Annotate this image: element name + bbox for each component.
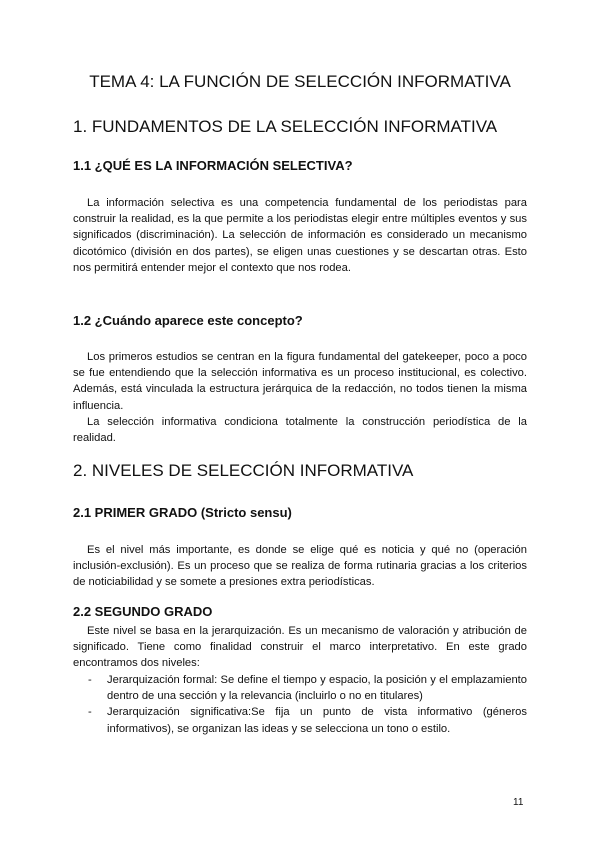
paragraph-text: La selección informativa condiciona totalmente la construcción periodística de la realidad. bbox=[73, 415, 527, 445]
bullet-dash: - bbox=[88, 706, 92, 719]
list-item-text: Jerarquización formal: Se define el tiempo y espacio, la posición y el emplazamiento dentro de una sección y la relevancia (incluirlo o no en titulares) bbox=[107, 674, 527, 703]
document-title: TEMA 4: LA FUNCIÓN DE SELECCIÓN INFORMATIVA bbox=[89, 72, 511, 91]
section-2-1-heading: 2.1 PRIMER GRADO (Stricto sensu) bbox=[73, 505, 292, 520]
section-2-2-heading: 2.2 SEGUNDO GRADO bbox=[73, 604, 213, 619]
section-1-1-heading: 1.1 ¿QUÉ ES LA INFORMACIÓN SELECTIVA? bbox=[73, 158, 353, 173]
section-2-heading: 2. NIVELES DE SELECCIÓN INFORMATIVA bbox=[73, 461, 414, 480]
paragraph-text: Este nivel se basa en la jerarquización. Es un mecanismo de valoración y atribución de significado. Tiene como finalidad construir el marco interpretativo. En este grado encontramos dos niveles: bbox=[73, 625, 527, 670]
bullet-dash: - bbox=[88, 674, 92, 686]
list-item-text: Jerarquización significativa:Se fija un punto de vista informativo (géneros informativos), se organizan las ideas y se selecciona un tono o estilo. bbox=[107, 706, 527, 735]
paragraph-text: La información selectiva es una competencia fundamental de los periodistas para construir la realidad, es la que permite a los periodistas elegir entre múltiples eventos y sus significados (discriminación). La selección de información es considerado un mecanismo dicotómico (división en dos partes), se eligen unas cuestiones y se descartan otras. Esto nos permitirá entender mejor el contexto que nos rodea. bbox=[73, 197, 527, 274]
section-1-2-paragraphs bbox=[73, 349, 527, 446]
levels-list bbox=[73, 672, 527, 737]
paragraph-text: Es el nivel más importante, es donde se elige qué es noticia y qué no (operación inclusión-exclusión). Es un proceso que se realiza de forma rutinaria gracias a los criterios de noticiabilidad y se somete a presiones extra periodísticas. bbox=[73, 544, 527, 589]
paragraph-text: Los primeros estudios se centran en la figura fundamental del gatekeeper, poco a poco se fue entendiendo que la selección informativa es un proceso institucional, es colectivo. Además, está vinculada la estructura jerárquica de la redacción, no todos tienen la misma influencia. bbox=[73, 351, 527, 412]
list-item bbox=[73, 672, 527, 704]
section-1-2-heading: 1.2 ¿Cuándo aparece este concepto? bbox=[73, 313, 303, 328]
list-item bbox=[73, 704, 527, 736]
page-number: 11 bbox=[513, 797, 524, 808]
section-2-1-paragraph bbox=[73, 542, 527, 591]
section-1-heading: 1. FUNDAMENTOS DE LA SELECCIÓN INFORMATIVA bbox=[73, 117, 498, 136]
section-1-1-paragraph bbox=[73, 195, 527, 276]
section-2-2-paragraph bbox=[73, 623, 527, 672]
